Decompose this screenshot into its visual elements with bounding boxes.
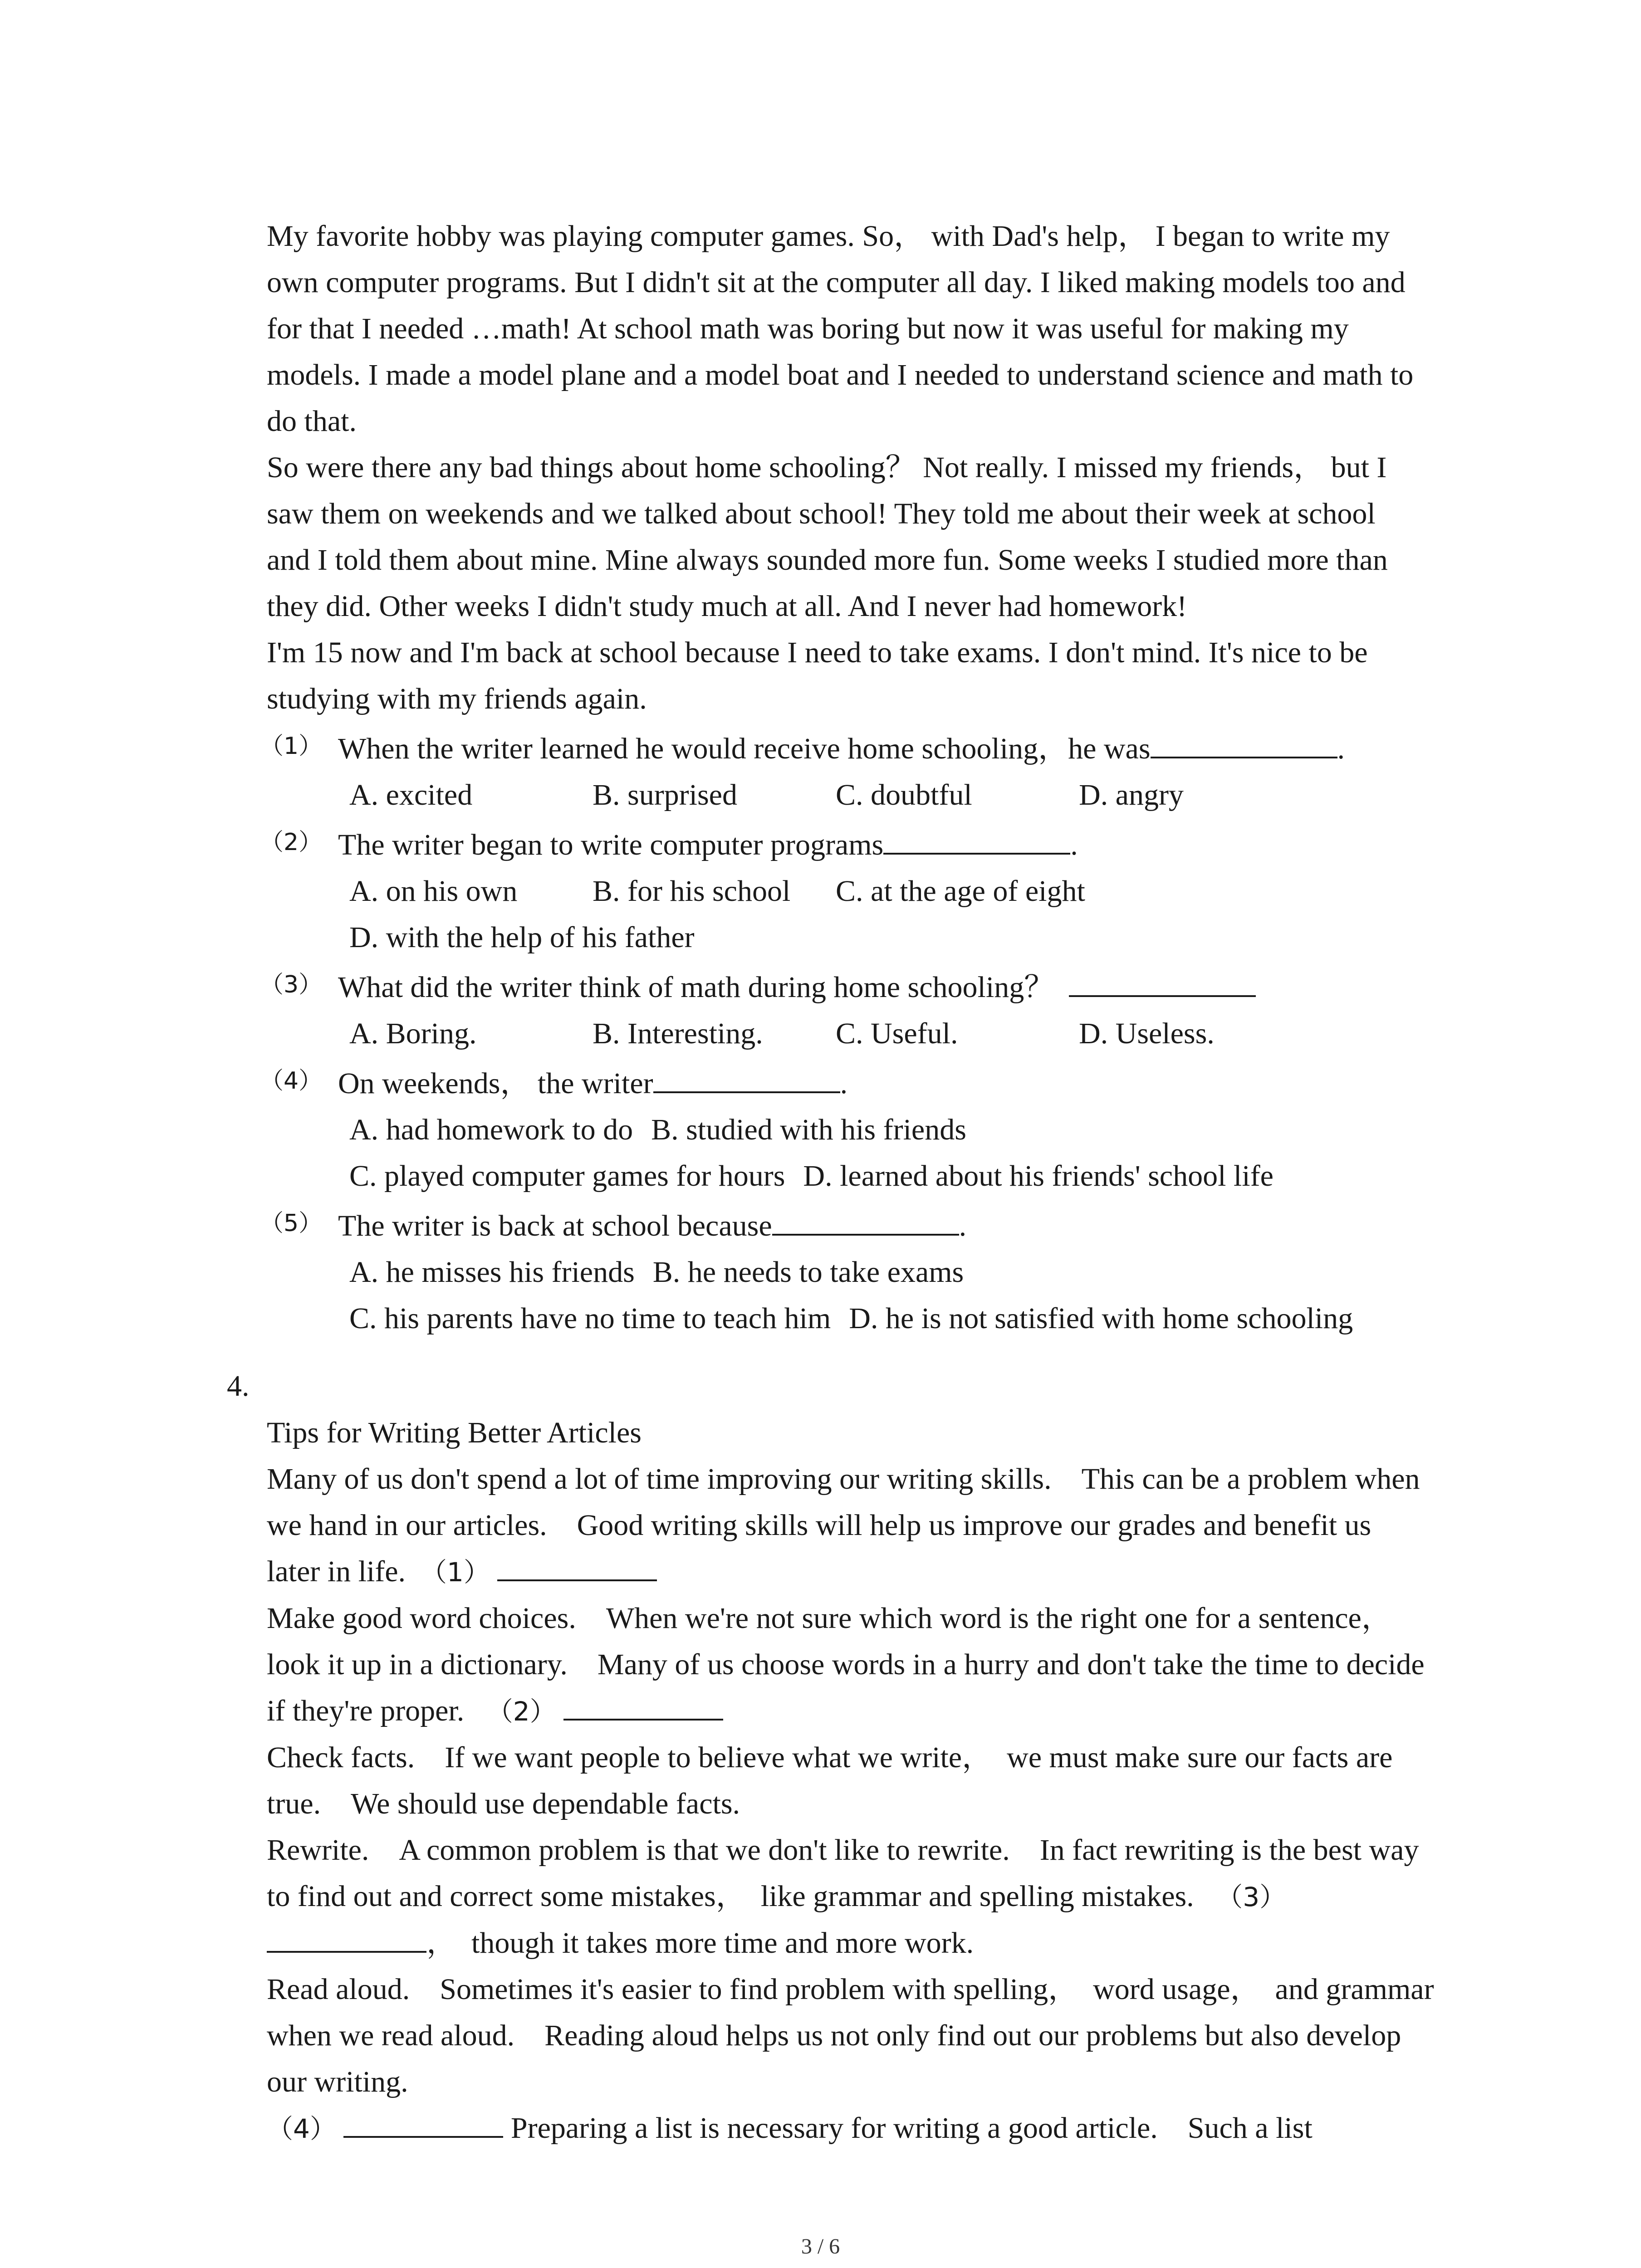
option-a[interactable]: A. he misses his friends xyxy=(349,1256,635,1289)
page-number: 3 / 6 xyxy=(801,2234,840,2258)
passage-line xyxy=(267,1549,1474,1595)
question-4 xyxy=(260,1061,1474,1199)
passage-line: Rewrite. A common problem is that we don't like to rewrite. In fact rewriting is the best way xyxy=(267,1833,1419,1867)
option-d[interactable]: D. with the help of his father xyxy=(349,921,695,954)
option-b[interactable]: B. he needs to take exams xyxy=(652,1256,964,1289)
passage-line: Check facts. If we want people to believe what we write， we must make sure our facts are xyxy=(267,1741,1393,1774)
options xyxy=(349,1249,1474,1342)
answer-blank[interactable] xyxy=(563,1689,723,1721)
question-1 xyxy=(260,726,1474,818)
option-a[interactable]: A. excited xyxy=(349,778,473,811)
question-stem: What did the writer think of math during home schooling？ xyxy=(338,971,1054,1004)
passage-line xyxy=(267,1920,1474,1966)
passage-text: later in life. xyxy=(267,1555,406,1588)
passage-line: Many of us don't spend a lot of time improving our writing skills. This can be a problem when xyxy=(267,1462,1420,1496)
answer-blank[interactable] xyxy=(497,1549,657,1581)
passage-text: ， though it takes more time and more work. xyxy=(426,1926,974,1960)
answer-blank[interactable] xyxy=(883,823,1070,855)
passage-line: Read aloud. Sometimes it's easier to find problem with spelling， word usage， and grammar xyxy=(267,1973,1434,2006)
passage-line xyxy=(267,1873,1474,1920)
passage-line: they did. Other weeks I didn't study much at all. And I never had homework! xyxy=(267,590,1187,623)
option-b[interactable]: B. Interesting. xyxy=(593,1017,763,1050)
blank-number: （3） xyxy=(1216,1882,1286,1912)
options xyxy=(349,772,1474,818)
reading-passage xyxy=(260,213,1474,1342)
passage-line: studying with my friends again. xyxy=(267,682,647,715)
option-d[interactable]: D. learned about his friends' school life xyxy=(803,1159,1274,1193)
question-stem: The writer is back at school because xyxy=(338,1209,772,1242)
option-a[interactable]: A. Boring. xyxy=(349,1017,477,1050)
question-5 xyxy=(260,1203,1474,1342)
passage-line: My favorite hobby was playing computer games. So， with Dad's help， I began to write my xyxy=(267,220,1390,253)
answer-blank[interactable] xyxy=(343,2106,503,2138)
question-number: （4） xyxy=(260,1067,323,1095)
question-3 xyxy=(260,964,1474,1057)
blank-number: （4） xyxy=(267,2113,336,2144)
passage-line: Make good word choices. When we're not sure which word is the right one for a sentence， xyxy=(267,1602,1391,1635)
question-2 xyxy=(260,822,1474,961)
question-stem: The writer began to write computer programs xyxy=(338,828,884,861)
option-c[interactable]: C. his parents have no time to teach him xyxy=(349,1302,831,1335)
options xyxy=(349,868,1474,961)
passage-line: our writing. xyxy=(267,2065,408,2098)
passage-line: I'm 15 now and I'm back at school because I need to take exams. I don't mind. It's nice to be xyxy=(267,636,1368,669)
passage-line: own computer programs. But I didn't sit at the computer all day. I liked making models too and xyxy=(267,266,1406,299)
question-number: （2） xyxy=(260,829,323,856)
passage-line xyxy=(267,2105,1474,2152)
options xyxy=(349,1011,1474,1057)
passage-line: for that I needed …math! At school math was boring but now it was useful for making my xyxy=(267,312,1349,345)
passage-line xyxy=(267,1688,1474,1735)
answer-blank[interactable] xyxy=(267,1921,426,1953)
passage-line: saw them on weekends and we talked about school! They told me about their week at school xyxy=(267,497,1376,530)
passage-line: we hand in our articles. Good writing skills will help us improve our grades and benefit us xyxy=(267,1509,1372,1542)
passage-line: true. We should use dependable facts. xyxy=(267,1787,740,1820)
passage-line: look it up in a dictionary. Many of us choose words in a hurry and don't take the time to decide xyxy=(267,1648,1425,1681)
passage-line: when we read aloud. Reading aloud helps us not only find out our problems but also develop xyxy=(267,2019,1401,2052)
option-d[interactable]: D. Useless. xyxy=(1079,1017,1215,1050)
blank-number: （2） xyxy=(486,1696,556,1727)
question-stem: On weekends， the writer xyxy=(338,1067,653,1100)
blank-number: （1） xyxy=(421,1557,490,1588)
answer-blank[interactable] xyxy=(772,1204,959,1236)
option-c[interactable]: C. played computer games for hours xyxy=(349,1159,785,1193)
question-stem: When the writer learned he would receive home schooling，he was xyxy=(338,732,1151,765)
option-c[interactable]: C. Useful. xyxy=(836,1017,958,1050)
passage-text: if they're proper. xyxy=(267,1694,465,1727)
answer-blank[interactable] xyxy=(653,1061,840,1093)
question-end: . xyxy=(959,1209,967,1242)
option-d[interactable]: D. he is not satisfied with home schooling xyxy=(849,1302,1353,1335)
option-a[interactable]: A. had homework to do xyxy=(349,1113,633,1146)
option-d[interactable]: D. angry xyxy=(1079,778,1184,811)
question-number: （1） xyxy=(260,733,323,760)
question-end: . xyxy=(840,1067,848,1100)
task4-passage xyxy=(267,1410,1474,2152)
question-number: （3） xyxy=(260,971,323,998)
answer-blank[interactable] xyxy=(1151,727,1337,758)
passage-line: models. I made a model plane and a model boat and I needed to understand science and math to xyxy=(267,358,1414,391)
option-a[interactable]: A. on his own xyxy=(349,875,518,908)
passage-line: So were there any bad things about home schooling？ Not really. I missed my friends， but I xyxy=(267,451,1387,484)
option-c[interactable]: C. doubtful xyxy=(836,778,972,811)
question-number: （5） xyxy=(260,1210,323,1237)
options xyxy=(349,1107,1474,1199)
task-title: Tips for Writing Better Articles xyxy=(267,1416,642,1449)
question-end: . xyxy=(1070,828,1078,861)
option-b[interactable]: B. studied with his friends xyxy=(651,1113,966,1146)
passage-line: and I told them about mine. Mine always sounded more fun. Some weeks I studied more than xyxy=(267,543,1388,577)
answer-blank[interactable] xyxy=(1069,965,1256,997)
option-c[interactable]: C. at the age of eight xyxy=(836,875,1085,908)
task-number: 4. xyxy=(227,1369,250,1403)
option-b[interactable]: B. surprised xyxy=(593,778,737,811)
passage-text: Preparing a list is necessary for writing a good article. Such a list xyxy=(510,2112,1313,2145)
option-b[interactable]: B. for his school xyxy=(593,875,791,908)
question-end: . xyxy=(1337,732,1345,765)
passage-text: to find out and correct some mistakes， like grammar and spelling mistakes. xyxy=(267,1880,1194,1913)
passage-line: do that. xyxy=(267,405,357,438)
